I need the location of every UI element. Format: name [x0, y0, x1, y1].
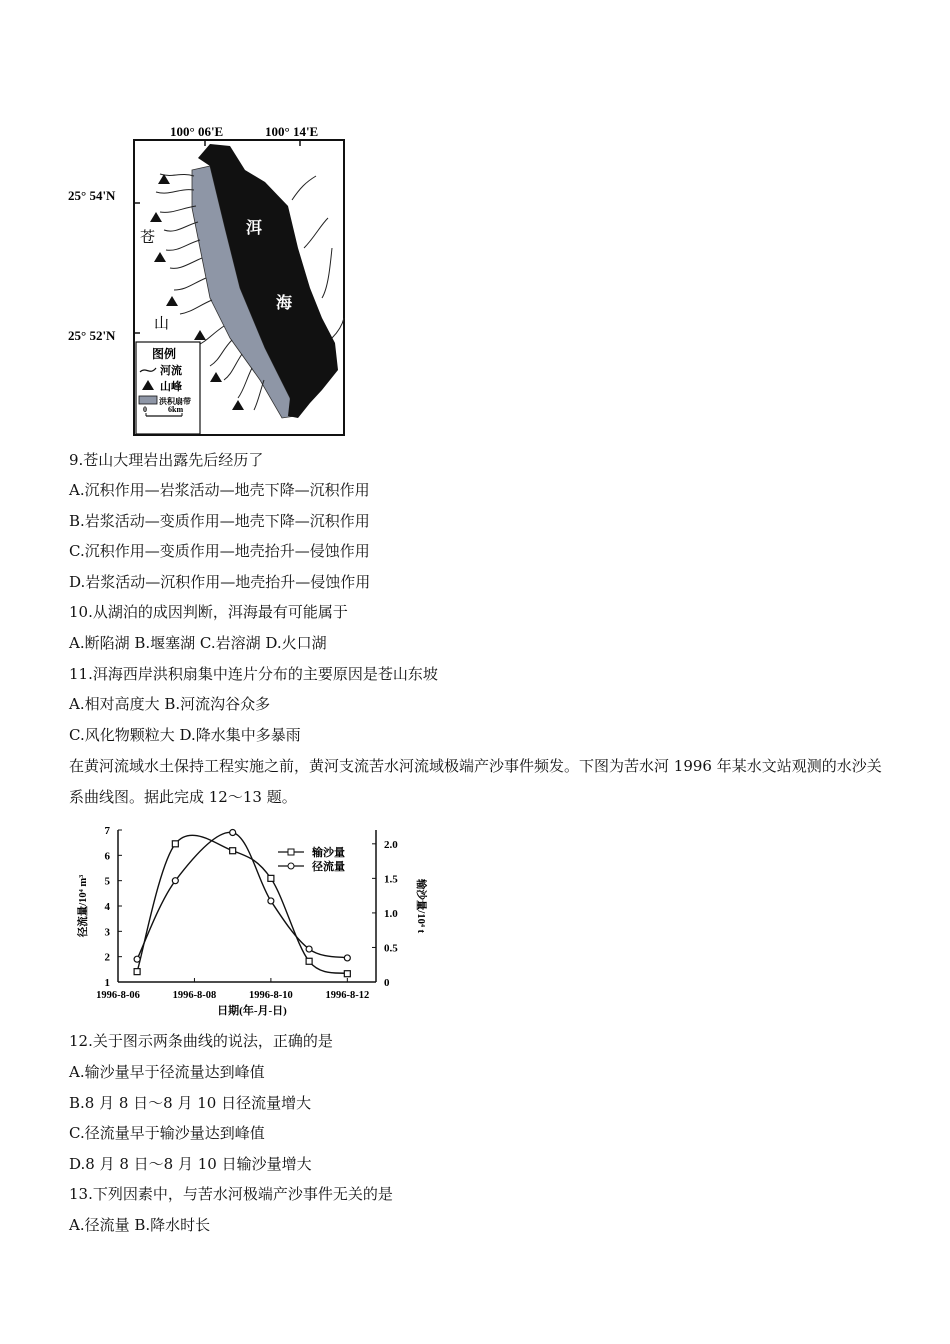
y-tick-label-left: 7 — [104, 825, 110, 837]
data-point-circle — [306, 946, 312, 952]
q9-option-b: B.岩浆活动—变质作用—地壳下降—沉积作用 — [69, 512, 370, 530]
q9-option-d: D.岩浆活动—沉积作用—地壳抬升—侵蚀作用 — [69, 573, 371, 591]
fan-legend-swatch — [139, 396, 157, 404]
lon-label-east: 100° 14'E — [265, 124, 319, 139]
x-tick-label: 1996-8-10 — [249, 990, 293, 1001]
legend-label: 输沙量 — [312, 847, 345, 859]
data-point-circle — [230, 830, 236, 836]
x-tick-label: 1996-8-08 — [172, 990, 217, 1001]
q12-option-c: C.径流量早于输沙量达到峰值 — [69, 1124, 265, 1142]
erhai-map — [60, 118, 360, 440]
data-point-square — [172, 841, 178, 847]
y-tick-label-right: 0 — [384, 977, 390, 989]
x-tick-label: 1996-8-12 — [325, 990, 370, 1001]
legend-label: 径流量 — [312, 861, 345, 873]
legend-marker-square — [288, 849, 294, 855]
q12-option-d: D.8 月 8 日～8 月 10 日输沙量增大 — [69, 1155, 312, 1173]
runoff-sediment-chart — [72, 818, 432, 1024]
chart-legend — [278, 845, 345, 873]
lake-char-hai: 海 — [276, 295, 293, 312]
y-tick-label-right: 1.0 — [384, 907, 398, 920]
q13-stem: 13.下列因素中，与苦水河极端产沙事件无关的是 — [69, 1185, 393, 1203]
q11-options-ab: A.相对高度大 B.河流沟谷众多 — [69, 695, 271, 713]
y-tick-label-left: 4 — [104, 901, 110, 913]
q10-stem: 10.从湖泊的成因判断，洱海最有可能属于 — [69, 603, 348, 621]
scale-zero: 0 — [143, 405, 147, 414]
q9-option-a: A.沉积作用—岩浆活动—地壳下降—沉积作用 — [69, 481, 370, 499]
data-point-circle — [172, 878, 178, 884]
x-tick-label: 1996-8-06 — [96, 990, 140, 1001]
lat-label-south: 25° 52'N — [68, 328, 116, 343]
y-tick-label-left: 3 — [104, 926, 110, 939]
chart-ylabel-right: 输沙量/10⁴ t — [415, 878, 426, 934]
q11-options-cd: C.风化物颗粒大 D.降水集中多暴雨 — [69, 726, 301, 744]
y-tick-label-right: 1.5 — [384, 873, 398, 886]
q13-options-ab: A.径流量 B.降水时长 — [69, 1216, 211, 1234]
q10-options: A.断陷湖 B.堰塞湖 C.岩溶湖 D.火口湖 — [69, 634, 327, 652]
q12-stem: 12.关于图示两条曲线的说法，正确的是 — [69, 1032, 333, 1050]
legend-title: 图例 — [152, 347, 177, 361]
y-tick-label-right: 0.5 — [384, 942, 398, 955]
lon-label-west: 100° 06'E — [170, 124, 224, 139]
data-point-square — [134, 969, 140, 975]
q9-stem: 9.苍山大理岩出露先后经历了 — [69, 451, 264, 469]
y-tick-label-left: 6 — [104, 850, 110, 863]
data-point-circle — [134, 956, 140, 962]
data-point-square — [268, 875, 274, 881]
lake-char-er: 洱 — [246, 220, 263, 237]
data-point-square — [344, 971, 350, 977]
q12-option-b: B.8 月 8 日～8 月 10 日径流量增大 — [69, 1094, 312, 1112]
lat-label-north: 25° 54'N — [68, 188, 116, 203]
scale-six: 6km — [168, 405, 184, 414]
data-point-circle — [344, 955, 350, 961]
legend-river: 河流 — [160, 365, 182, 377]
intro-paragraph: 在黄河流域水土保持工程实施之前，黄河支流苦水河流域极端产沙事件频发。下图为苦水河 1996 年某水文站观测的水沙关系曲线图。据此完成 12～13 题。 — [69, 757, 882, 806]
y-tick-label-left: 1 — [104, 977, 110, 989]
data-point-square — [230, 848, 236, 854]
y-tick-label-left: 5 — [104, 875, 110, 888]
y-tick-label-left: 2 — [104, 951, 110, 964]
legend-peak: 山峰 — [160, 381, 182, 393]
legend-marker-circle — [288, 863, 294, 869]
mountain-char-shan: 山 — [154, 316, 170, 332]
q12-option-a: A.输沙量早于径流量达到峰值 — [69, 1063, 265, 1081]
mountain-char-cang: 苍 — [140, 230, 156, 246]
chart-xlabel: 日期(年-月-日) — [217, 1005, 287, 1017]
data-point-circle — [268, 898, 274, 904]
q9-option-c: C.沉积作用—变质作用—地壳抬升—侵蚀作用 — [69, 542, 370, 560]
data-point-square — [306, 958, 312, 964]
y-tick-label-right: 2.0 — [384, 838, 398, 851]
q11-stem: 11.洱海西岸洪积扇集中连片分布的主要原因是苍山东坡 — [69, 665, 438, 683]
chart-ylabel-left: 径流量/10⁴ m³ — [78, 874, 89, 938]
map-legend — [136, 342, 200, 434]
legend-fan: 洪积扇带 — [159, 397, 191, 406]
